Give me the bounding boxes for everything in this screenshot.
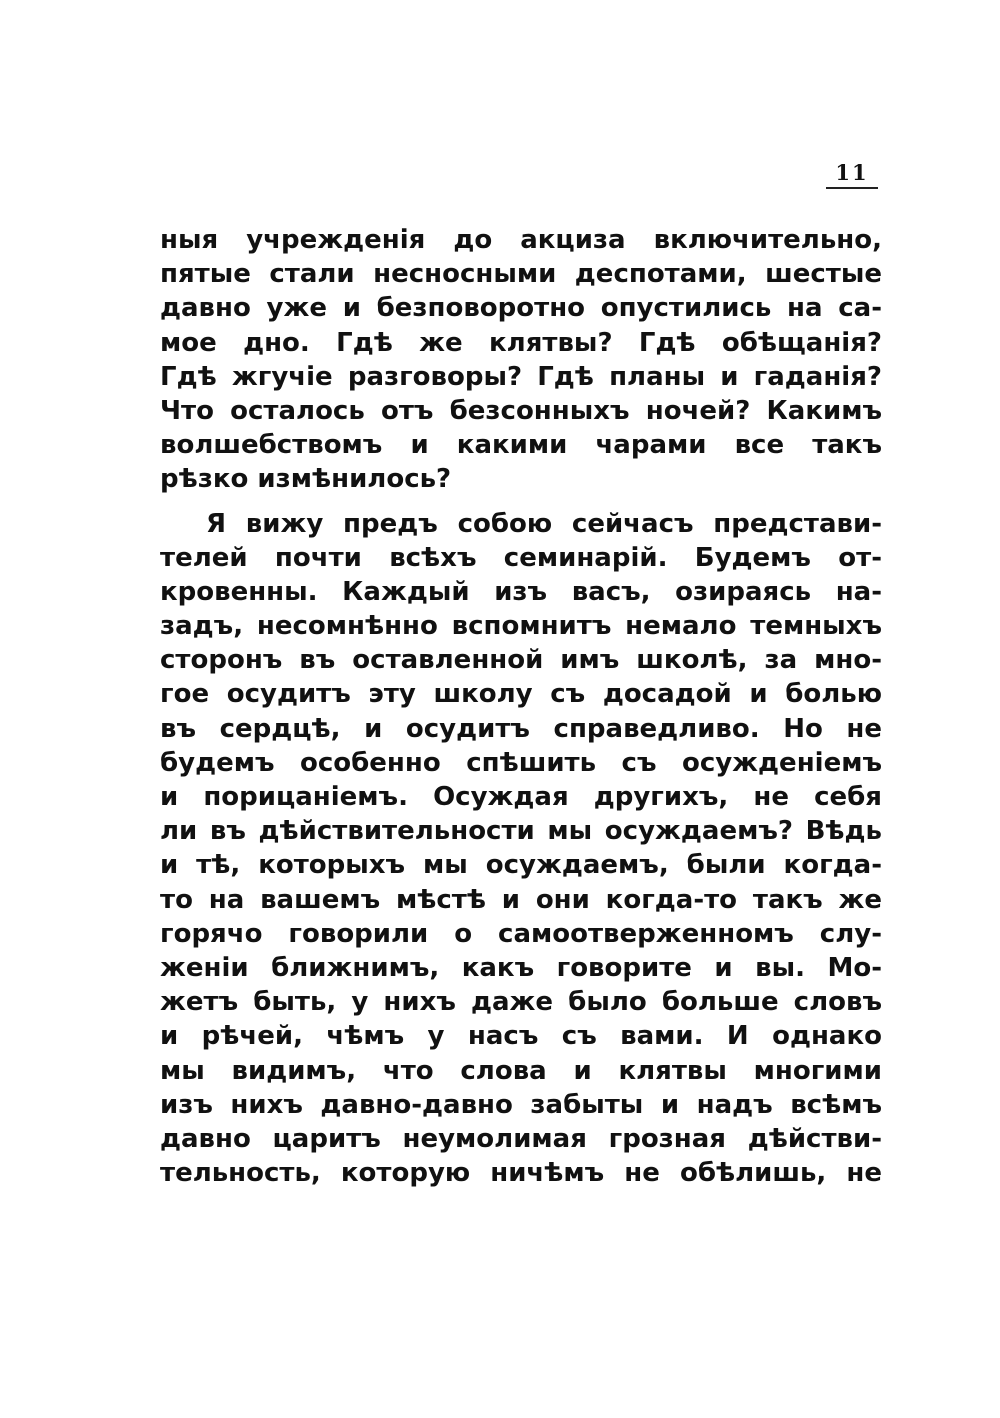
text-line: телей почти всѣхъ семинарій. Будемъ от- <box>160 542 882 573</box>
text-line: ли въ дѣйствительности мы осуждаемъ? Вѣдь <box>160 816 882 847</box>
text-line: въ сердцѣ, и осудитъ справедливо. Но не <box>160 713 882 744</box>
text-line: Я вижу предъ собою сейчасъ представи- <box>206 508 882 539</box>
page-number-rule <box>826 187 878 189</box>
body-text <box>160 223 882 1190</box>
text-line: изъ нихъ давно-давно забыты и надъ всѣмъ <box>160 1089 882 1120</box>
text-line: то на вашемъ мѣстѣ и они когда-то такъ же <box>160 884 882 915</box>
text-line: и рѣчей, чѣмъ у насъ съ вами. И однако <box>160 1021 882 1052</box>
text-line: задъ, несомнѣнно вспомнитъ немало темныхъ <box>160 611 882 642</box>
text-line: мы видимъ, что слова и клятвы многими <box>160 1055 882 1086</box>
text-line: мое дно. Гдѣ же клятвы? Гдѣ обѣщанія? <box>160 327 882 358</box>
text-line: и тѣ, которыхъ мы осуждаемъ, были когда- <box>160 850 882 881</box>
text-line: давно царитъ неумолимая грозная дѣйстви- <box>160 1123 882 1154</box>
text-line: жетъ быть, у нихъ даже было больше словъ <box>160 987 882 1018</box>
text-line: тельность, которую ничѣмъ не обѣлишь, не <box>160 1158 882 1189</box>
text-line: Что осталось отъ безсонныхъ ночей? Какимъ <box>160 395 882 426</box>
text-line: рѣзко измѣнилось? <box>160 464 452 495</box>
text-line: и порицаніемъ. Осуждая другихъ, не себя <box>160 782 882 812</box>
text-line: женіи ближнимъ, какъ говорите и вы. Мо- <box>160 952 882 983</box>
text-line: сторонъ въ оставленной имъ школѣ, за мно- <box>160 645 882 676</box>
text-line: пятые стали несносными деспотами, шестые <box>160 259 882 290</box>
text-line: Гдѣ жгучіе разговоры? Гдѣ планы и гаданія? <box>160 361 882 392</box>
page-number-header <box>826 160 878 190</box>
text-line: будемъ особенно спѣшить съ осужденіемъ <box>160 747 882 778</box>
text-line: гое осудитъ эту школу съ досадой и болью <box>160 679 882 710</box>
text-line: волшебствомъ и какими чарами все такъ <box>160 430 882 461</box>
text-line: ныя учрежденія до акциза включительно, <box>160 225 882 255</box>
text-line: давно уже и безповоротно опустились на са- <box>160 293 882 324</box>
text-line: кровенны. Каждый изъ васъ, озираясь на- <box>160 576 882 607</box>
text-line: горячо говорили о самоотверженномъ слу- <box>160 918 882 949</box>
page-number: 11 <box>835 160 869 185</box>
